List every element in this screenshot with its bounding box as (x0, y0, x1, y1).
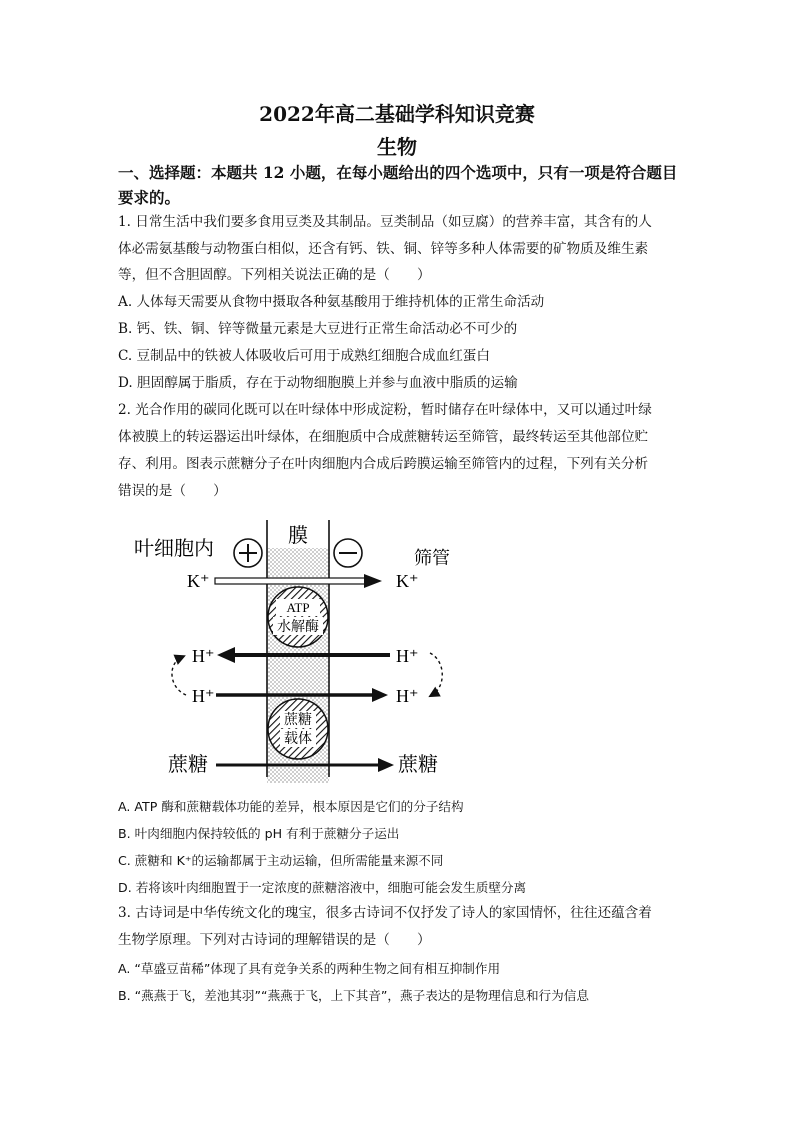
q2-stem-line: 存、利用。图表示蔗糖分子在叶肉细胞内合成后跨膜运输至筛管内的过程，下列有关分析 (118, 456, 649, 472)
hydrolase-label: 水解酶 (277, 620, 319, 635)
k-ion-left: K⁺ (187, 571, 210, 591)
q3-stem-line: 3. 古诗词是中华传统文化的瑰宝，很多古诗词不仅抒发了诗人的家国情怀，往往还蕴含着 (118, 905, 652, 921)
q1-option-d: D. 胆固醇属于脂质，存在于动物细胞膜上并参与血液中脂质的运输 (118, 375, 518, 391)
sucrose-transport-figure (120, 515, 460, 785)
q1-option-b: B. 钙、铁、铜、锌等微量元素是大豆进行正常生命活动必不可少的 (118, 321, 518, 337)
q2-stem-line: 错误的是（ ） (118, 483, 227, 499)
q2-option-b: B. 叶肉细胞内保持较低的 pH 有利于蔗糖分子运出 (118, 826, 400, 841)
q3-option-a: A. “草盛豆苗稀”体现了具有竞争关系的两种生物之间有相互抑制作用 (118, 961, 501, 976)
q3-option-b: B. “燕燕于飞，差池其羽”“燕燕于飞，上下其音”，燕子表达的是物理信息和行为信息 (118, 988, 589, 1003)
q2-option-a: A. ATP 酶和蔗糖载体功能的差异，根本原因是它们的分子结构 (118, 799, 464, 814)
left-cell-label: 叶细胞内 (134, 538, 214, 560)
subject-title: 生物 (377, 135, 417, 159)
carrier-label-1: 蔗糖 (284, 713, 312, 728)
h-ion-bottom-right: H⁺ (396, 686, 419, 706)
h-ion-top-left: H⁺ (192, 646, 215, 666)
q2-option-d: D. 若将该叶肉细胞置于一定浓度的蔗糖溶液中，细胞可能会发生质壁分离 (118, 880, 527, 895)
sieve-tube-label: 筛管 (414, 548, 450, 568)
k-ion-right: K⁺ (396, 571, 419, 591)
carrier-label-2: 载体 (284, 732, 312, 747)
sucrose-left: 蔗糖 (168, 754, 208, 776)
h-ion-bottom-left: H⁺ (192, 686, 215, 706)
section-heading: 一、选择题：本题共 12 小题，在每小题给出的四个选项中，只有一项是符合题目要求的。 (118, 163, 678, 207)
h-ion-left-cycle-arrow (172, 657, 186, 695)
q1-option-a: A. 人体每天需要从食物中摄取各种氨基酸用于维持机体的正常生命活动 (118, 294, 545, 310)
q1-option-c: C. 豆制品中的铁被人体吸收后可用于成熟红细胞合成血红蛋白 (118, 348, 490, 364)
sucrose-right: 蔗糖 (398, 754, 438, 776)
membrane-label: 膜 (288, 525, 308, 547)
q1-stem-line: 等，但不含胆固醇。下列相关说法正确的是（ ） (118, 267, 431, 283)
exam-title: 2022年高二基础学科知识竞赛 (259, 102, 535, 126)
q2-option-c: C. 蔗糖和 K⁺的运输都属于主动运输，但所需能量来源不同 (118, 853, 444, 868)
q2-stem-line: 体被膜上的转运器运出叶绿体，在细胞质中合成蔗糖转运至筛管，最终转运至其他部位贮 (118, 429, 649, 445)
q1-stem-line: 体必需氨基酸与动物蛋白相似，还含有钙、铁、铜、锌等多种人体需要的矿物质及维生素 (118, 241, 649, 257)
h-ion-top-right: H⁺ (396, 646, 419, 666)
q1-stem-line: 1. 日常生活中我们要多食用豆类及其制品。豆类制品（如豆腐）的营养丰富，其含有的人 (118, 214, 652, 230)
atp-label: ATP (286, 600, 310, 615)
q2-stem-line: 2. 光合作用的碳同化既可以在叶绿体中形成淀粉，暂时储存在叶绿体中，又可以通过叶绿 (118, 402, 652, 418)
k-ion-arrow (215, 578, 365, 584)
h-ion-right-cycle-arrow (430, 653, 442, 695)
q3-stem-line: 生物学原理。下列对古诗词的理解错误的是（ ） (118, 932, 431, 948)
